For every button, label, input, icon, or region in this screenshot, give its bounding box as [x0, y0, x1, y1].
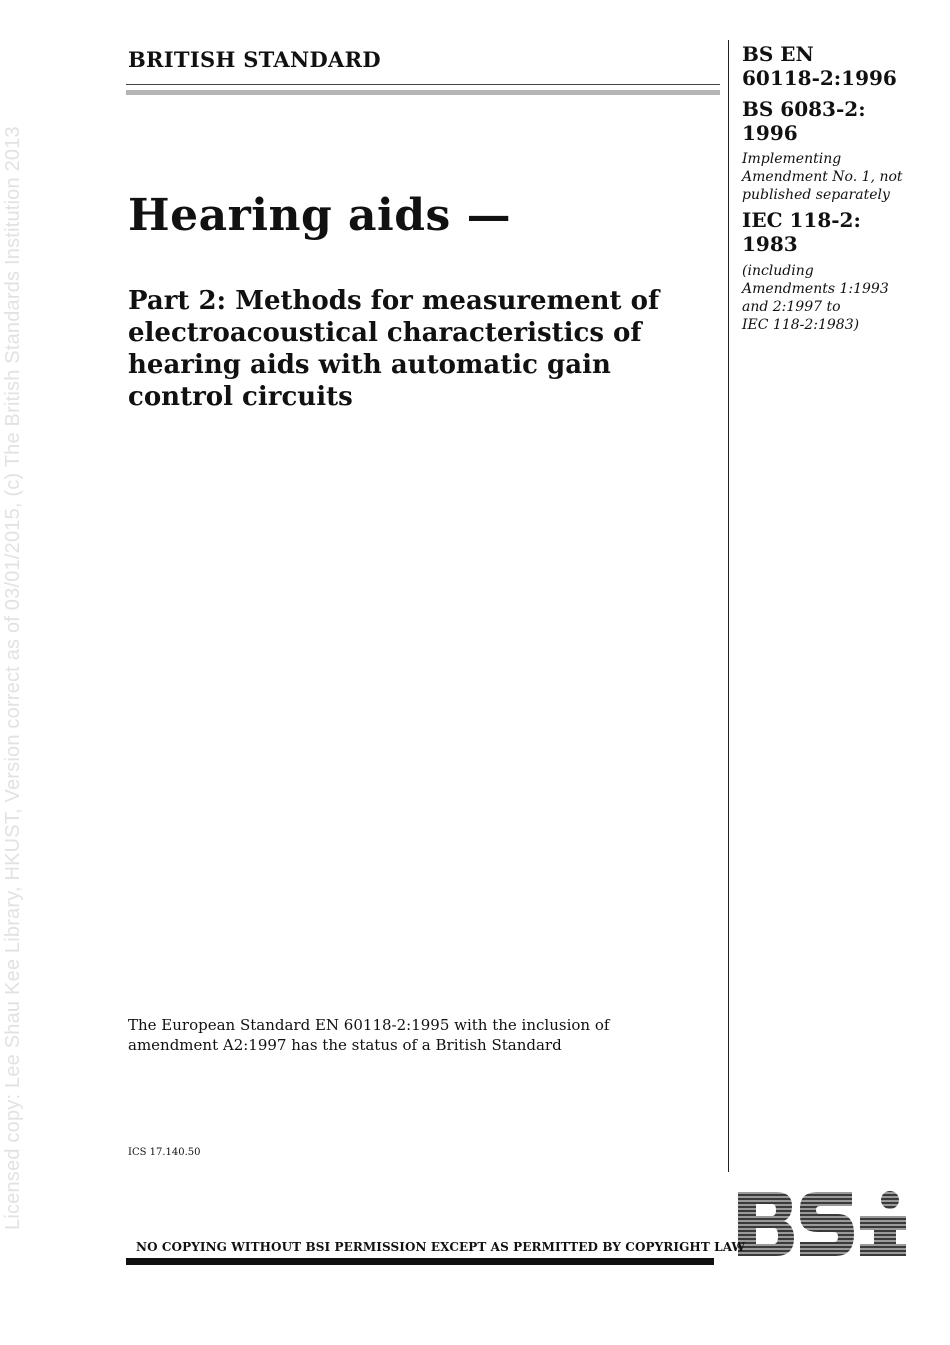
- bs-line-2: 1996: [742, 121, 798, 145]
- bsi-logo: [736, 1190, 908, 1262]
- header-rule-thin: [126, 84, 720, 85]
- license-watermark: Licensed copy: Lee Shau Kee Library, HKUST, Version correct as of 03/01/2015, (c) The British Standards Institution 2013: [2, 126, 24, 1230]
- iec-note: [742, 262, 922, 334]
- iec-note-line-3: and 2:1997 to: [742, 299, 841, 315]
- bs-en-line-1: BS EN: [742, 42, 814, 66]
- bs-line-1: BS 6083-2:: [742, 97, 866, 121]
- bs-number: [742, 97, 922, 145]
- iec-note-line-1: (including: [742, 263, 814, 279]
- bs-en-line-2: 60118-2:1996: [742, 66, 897, 90]
- iec-note-line-2: Amendments 1:1993: [742, 281, 889, 297]
- bs-note: [742, 150, 922, 204]
- document-title: Hearing aids —: [128, 190, 512, 241]
- document-subtitle: Part 2: Methods for measurement of electroacoustical characteristics of hearing aids with automatic gain control circuits: [128, 286, 660, 412]
- header-rule-thick: [126, 90, 720, 95]
- ics-code: ICS 17.140.50: [128, 1147, 201, 1158]
- copyright-notice: NO COPYING WITHOUT BSI PERMISSION EXCEPT AS PERMITTED BY COPYRIGHT LAW: [136, 1240, 746, 1254]
- bs-note-line-3: published separately: [742, 187, 890, 203]
- bs-note-line-2: Amendment No. 1, not: [742, 169, 903, 185]
- bs-note-line-1: Implementing: [742, 151, 842, 167]
- bsi-logo-graphic: [736, 1190, 908, 1258]
- series-label: BRITISH STANDARD: [128, 47, 381, 72]
- status-statement: [128, 1015, 628, 1055]
- iec-number: [742, 208, 922, 256]
- bs-en-number: [742, 42, 922, 90]
- status-line-2: amendment A2:1997 has the status of a British Standard: [128, 1036, 562, 1054]
- status-line-1: The European Standard EN 60118-2:1995 with the inclusion of: [128, 1016, 610, 1034]
- column-divider: [728, 40, 729, 1172]
- iec-line-1: IEC 118-2:: [742, 208, 861, 232]
- iec-line-2: 1983: [742, 232, 798, 256]
- iec-note-line-4: IEC 118-2:1983): [742, 317, 860, 333]
- footer-rule: [126, 1258, 714, 1265]
